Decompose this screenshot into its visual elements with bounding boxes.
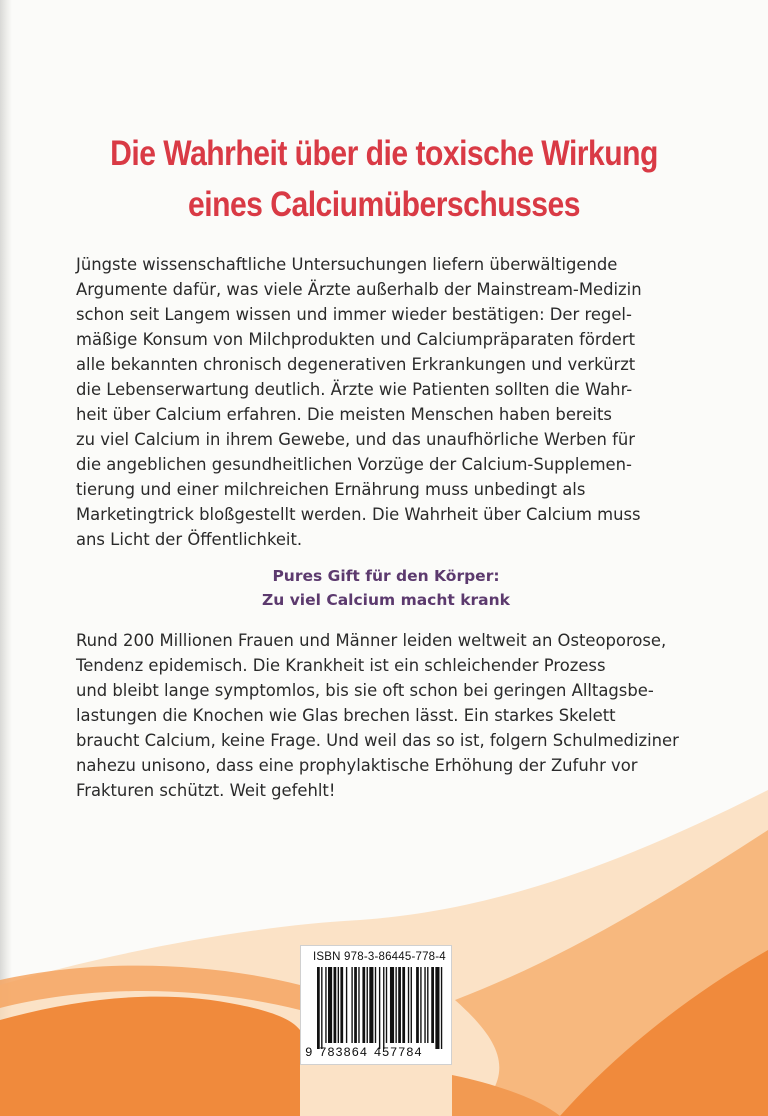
barcode-bar: [398, 967, 401, 1043]
intro-paragraph: [76, 252, 696, 552]
intro-line: die Lebenserwartung deutlich. Ärzte wie Patienten sollten die Wahr-: [76, 380, 633, 399]
barcode-bar: [328, 967, 332, 1043]
paragraph-line: Frakturen schützt. Weit gefehlt!: [76, 781, 336, 800]
barcode-bar: [411, 967, 412, 1043]
barcode-bar: [369, 967, 373, 1043]
barcode-bar: [424, 967, 425, 1043]
isbn-label: ISBN 978-3-86445-778-4: [313, 951, 446, 963]
title-line-1: Die Wahrheit über die toxische Wirkung: [110, 134, 658, 173]
barcode-bar: [340, 967, 343, 1043]
barcode-bar: [367, 967, 368, 1043]
barcode-bars: [317, 967, 445, 1049]
barcode-bar: [435, 967, 439, 1049]
barcode-bar: [431, 967, 434, 1043]
barcode-bar: [402, 967, 405, 1043]
barcode-bar: [362, 967, 365, 1043]
intro-line: Marketingtrick bloßgestellt werden. Die Wahrheit über Calcium muss: [76, 505, 641, 524]
paragraph-line: und bleibt lange symptomlos, bis sie oft schon bei geringen Alltagsbe-: [76, 681, 654, 700]
barcode-bar: [325, 967, 326, 1043]
intro-line: die angeblichen gesundheitlichen Vorzüge der Calcium-Supplemen-: [76, 455, 632, 474]
barcode-bar: [321, 967, 322, 1049]
barcode-bar: [338, 967, 339, 1043]
barcode-bar: [420, 967, 421, 1043]
barcode-bar: [379, 967, 380, 1049]
barcode-bar: [395, 967, 396, 1043]
cover-title: [88, 128, 680, 230]
intro-line: tierung und einer milchreichen Ernährung muss unbedingt als: [76, 480, 586, 499]
paragraph-line: nahezu unisono, dass eine prophylaktische Erhöhung der Zufuhr vor: [76, 756, 638, 775]
intro-line: alle bekannten chronisch degenerativen Erkrankungen und verkürzt: [76, 355, 636, 374]
barcode-digit-group-1: 783864: [319, 1046, 368, 1060]
intro-line: mäßige Konsum von Milchprodukten und Calciumpräparaten fördert: [76, 330, 636, 349]
wave-dark-left: [0, 997, 300, 1116]
barcode-bar: [427, 967, 428, 1043]
intro-line: heit über Calcium erfahren. Die meisten Menschen haben bereits: [76, 405, 612, 424]
barcode-bar: [358, 967, 359, 1043]
barcode-bar: [408, 967, 409, 1043]
title-line-2: eines Calciumüberschusses: [188, 185, 580, 224]
paragraph-line: Tendenz epidemisch. Die Krankheit ist ein schleichender Prozess: [76, 656, 606, 675]
barcode-bar: [351, 967, 352, 1043]
barcode-bar: [383, 967, 384, 1049]
barcode-bar: [346, 967, 347, 1043]
barcode-bar: [317, 967, 320, 1049]
barcode-digit-group-2: 457784: [373, 1046, 423, 1060]
section-subheading: [76, 564, 696, 612]
barcode-digit-first: 9: [305, 1046, 314, 1060]
barcode-bar: [375, 967, 376, 1043]
second-paragraph: [76, 628, 696, 803]
intro-line: Argumente dafür, was viele Ärzte außerhalb der Mainstream-Medizin: [76, 280, 642, 299]
intro-line: schon seit Langem wissen und immer wieder bestätigen: Der regel-: [76, 305, 632, 324]
paragraph-line: lastungen die Knochen wie Glas brechen lässt. Ein starkes Skelett: [76, 706, 616, 725]
paragraph-line: braucht Calcium, keine Frage. Und weil das so ist, folgern Schulmediziner: [76, 731, 679, 750]
barcode-bar: [334, 967, 337, 1043]
intro-line: ans Licht der Öffentlichkeit.: [76, 530, 303, 549]
barcode-bar: [390, 967, 394, 1043]
intro-line: Jüngste wissenschaftliche Untersuchungen liefern überwältigende: [76, 255, 618, 274]
barcode-bar: [441, 967, 442, 1049]
barcode-bar: [416, 967, 419, 1043]
barcode-bar: [386, 967, 387, 1043]
barcode-bar: [354, 967, 357, 1043]
intro-line: zu viel Calcium in ihrem Gewebe, und das unaufhörliche Werben für: [76, 430, 635, 449]
paragraph-line: Rund 200 Millionen Frauen und Männer leiden weltweit an Osteoporose,: [76, 631, 667, 650]
subheading-line-1: Pures Gift für den Körper:: [272, 567, 500, 585]
isbn-barcode: [300, 945, 452, 1065]
subheading-line-2: Zu viel Calcium macht krank: [262, 591, 510, 609]
barcode-digits: [305, 1046, 451, 1060]
